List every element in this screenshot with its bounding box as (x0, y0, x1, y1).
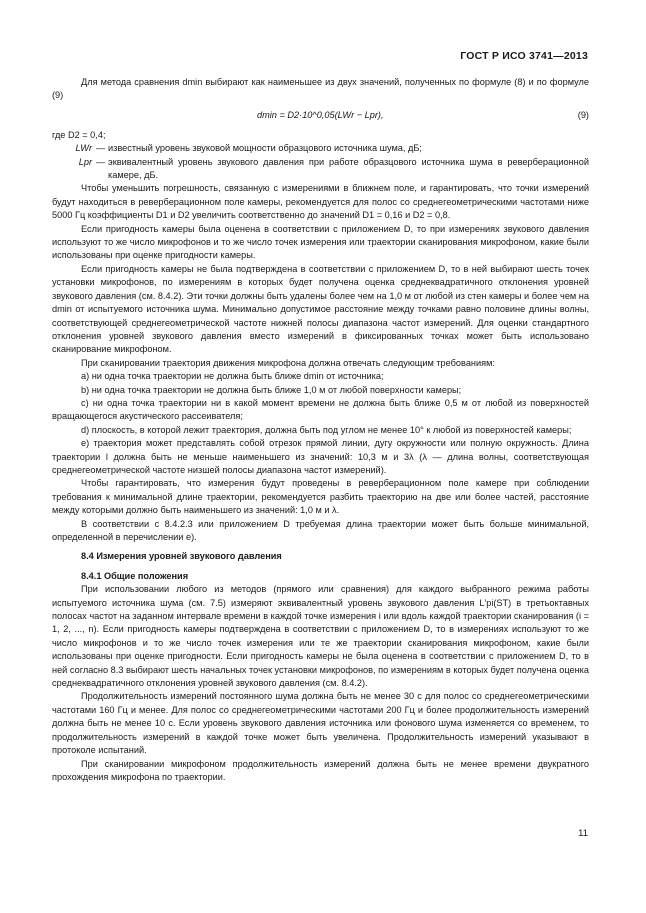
paragraph: Чтобы уменьшить погрешность, связанную с измерениями в ближнем поле, и гарантировать, что точки измерений будут находиться в реверберационном поле камеры, рекомендуется для полос со среднегеометрическими частотами ниже 5000 Гц коэффициенты D1 и D2 увеличить соответственно до значений D1 = 0,16 и D2 = 0,8. (52, 183, 589, 221)
list-item: e) траектория может представлять собой отрезок прямой линии, дугу окружности или полную окружность. Длина траектории l должна быть не меньше наименьшего из значений: 10,3 м и 3λ (λ — длина волны, соответствующая среднегеометрической частоте низшей полосы диапазона частот измерений). (52, 438, 589, 475)
paragraph: Если пригодность камеры не была подтверждена в соответствии с приложением D, то в ней выбирают шесть точек установки микрофонов, по измерениям в которых будет получена оценка среднеквадратичного отклонения уровней звукового давления (см. 8.4.2). Эти точки должны быть удалены более чем на 1,0 м от любой из стен камеры и более чем на dmin от испытуемого источника шума. Минимально допустимое расстояние между точками равно половине длины волны, соответствующей среднегеометрической частоте нижней полосы диапазона частот измерений. Для оценки стандартного отклонения уровней звукового давления вместо измерений в фиксированных точках может быть использовано сканирование микрофоном. (52, 263, 589, 355)
section-heading: 8.4 Измерения уровней звукового давления (81, 551, 282, 562)
document-body (52, 76, 589, 784)
definition-symbol: LWr (75, 143, 92, 154)
paragraph: Продолжительность измерений постоянного шума должна быть не менее 30 с для полос со среднегеометрическими частотами 160 Гц и менее. Для полос со среднегеометрическими частотами 200 Гц и более продолжительность измерений должна быть не менее 10 с. Если уровень звукового давления источника или фонового шума изменяется со временем, то продолжительность измерений в каждой точке может быть увеличена. Продолжительность измерений указывают в протоколе испытаний. (52, 691, 589, 756)
paragraph: При сканировании микрофоном продолжительность измерений должна быть не менее времени двукратного прохождения микрофона по траектории. (52, 758, 589, 782)
formula-expression: dmin = D2·10^0,05(LWr − Lpr), (257, 109, 384, 120)
standard-header: ГОСТ Р ИСО 3741—2013 (460, 50, 588, 62)
definition-row: Lpr — эквивалентный уровень звукового давления при работе образцового источника шума в реверберационной камере, дБ. (52, 156, 589, 183)
definition-row: LWr — известный уровень звуковой мощности образцового источника шума, дБ; (52, 142, 589, 155)
paragraph: Для метода сравнения dmin выбирают как наименьшее из двух значений, полученных по формуле (8) и по формуле (9) (52, 77, 589, 101)
definition-symbol: Lpr (78, 156, 92, 167)
paragraph: Чтобы гарантировать, что измерения будут проведены в реверберационном поле камере при соблюдении требования к минимальной длине траектории, рекомендуется разбить траекторию на две или более частей, расстояние между которыми должно быть наименьшего из значений: 1,0 м и λ. (52, 478, 589, 516)
list-item: d) плоскость, в которой лежит траектория, должна быть под углом не менее 10° к любой из поверхностей камеры; (81, 424, 572, 435)
definition-text: эквивалентный уровень звукового давления при работе образцового источника шума в реверберационной камере, дБ. (108, 156, 589, 181)
page-number: 11 (578, 828, 588, 839)
where-line: где D2 = 0,4; (52, 129, 106, 140)
list-item: c) ни одна точка траектории ни в какой момент времени не должна быть ближе 0,5 м от любой из поверхностей вращающегося акустического рассеивателя; (52, 397, 589, 422)
formula-row (52, 105, 589, 127)
paragraph: При сканировании траектория движения микрофона должна отвечать следующим требованиям: (81, 357, 495, 368)
paragraph: При использовании любого из методов (прямого или сравнения) для каждого выбранного режима работы испытуемого источника шума (см. 7.5) измеряют эквивалентный уровень звукового давления L′pi(ST) в третьоктавных полосах частот на заданном интервале времени в каждой точке измерения i или вдоль каждой траектории сканирования (i = 1, 2, ..., n). Если пригодность камеры подтверждена в соответствии с приложением D, то в измерениях используют то же число микрофонов и то же число точек измерения или те же траектории сканирования микрофоном, какие были использованы при оценке пригодности. Если пригодность камеры не была оценена в соответствии с приложением D, то в ней согласно 8.3 выбирают шесть начальных точек установки микрофонов, по измерениям в которых будет получена оценка среднеквадратичного отклонения уровней звукового давления (см. 8.4.2). (52, 584, 589, 689)
list-item: b) ни одна точка траектории не должна быть ближе 1,0 м от любой поверхности камеры; (81, 384, 462, 395)
subsection-heading: 8.4.1 Общие положения (81, 570, 189, 581)
paragraph: В соответствии с 8.4.2.3 или приложением D требуемая длина траектории может быть больше минимальной, определенной в перечислении e). (52, 518, 589, 542)
formula-number: (9) (577, 109, 589, 120)
list-item: a) ни одна точка траектории не должна быть ближе dmin от источника; (81, 371, 384, 382)
definition-text: известный уровень звуковой мощности образцового источника шума, дБ; (108, 143, 422, 154)
paragraph: Если пригодность камеры была оценена в соответствии с приложением D, то при измерениях звукового давления используют то же число микрофонов и то же число точек измерения или траектории сканирования микрофоном, какие были использованы при оценке пригодности камеры. (52, 223, 589, 261)
